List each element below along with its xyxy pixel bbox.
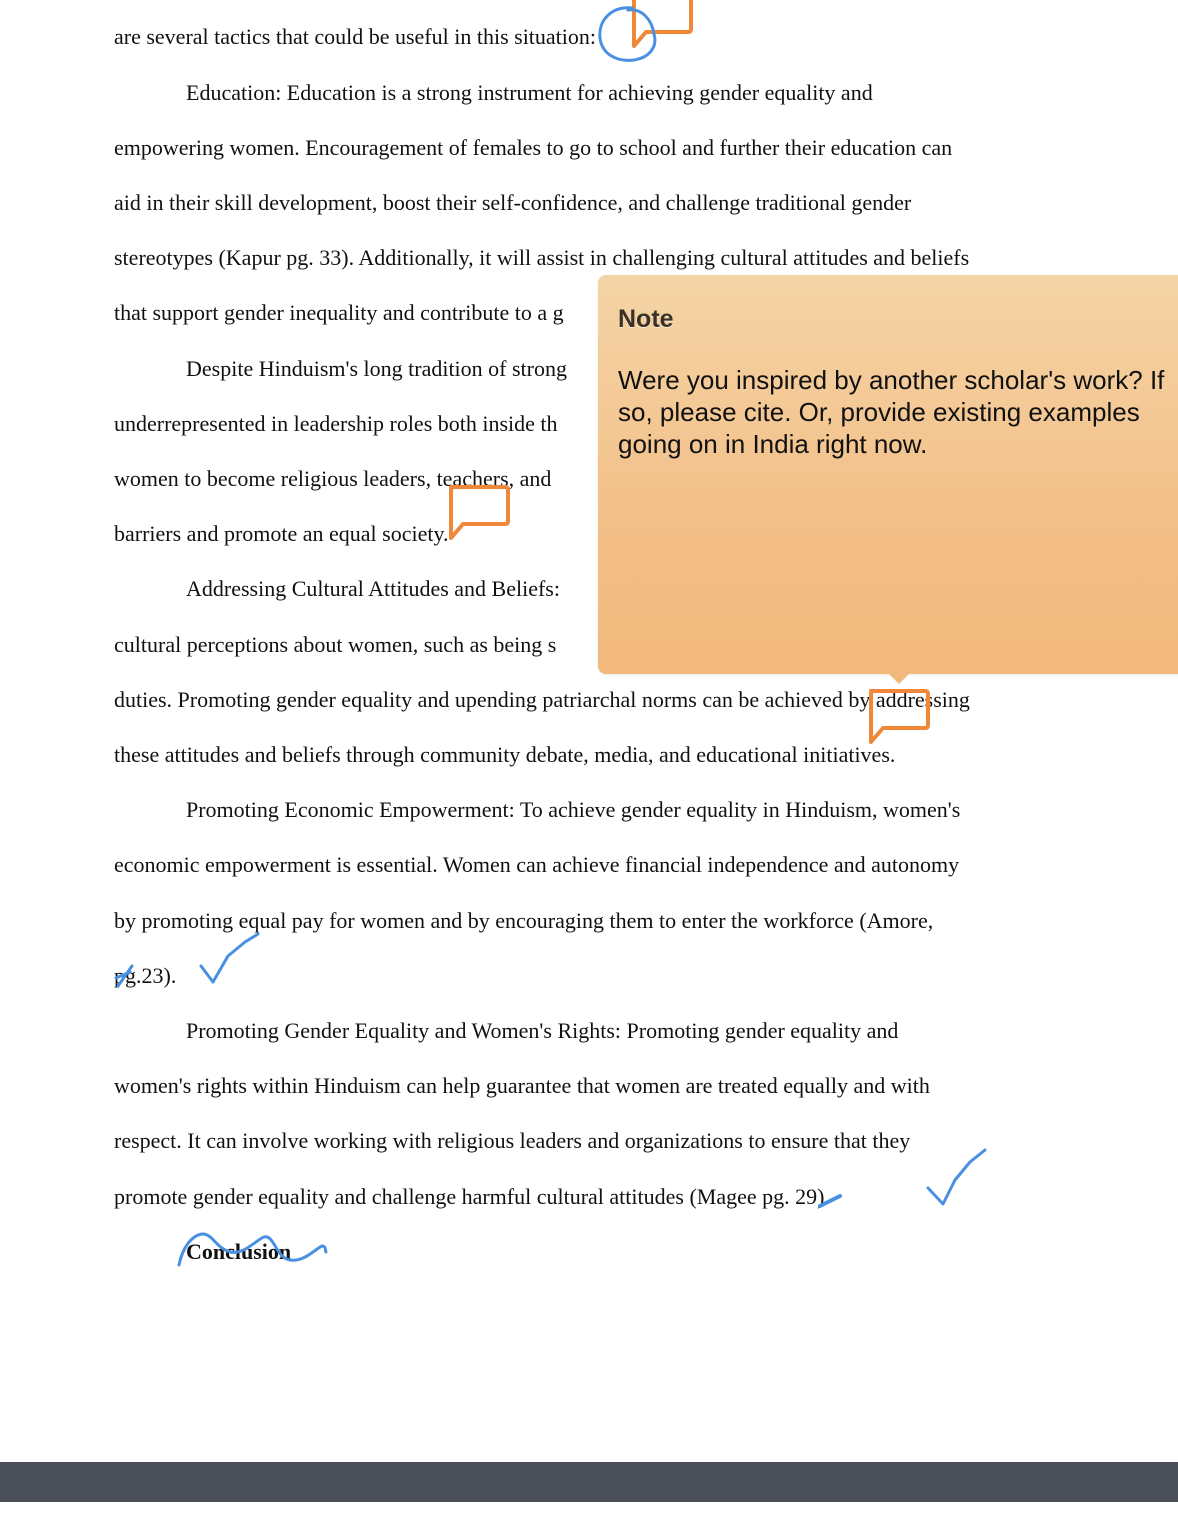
- paragraph-line: respect. It can involve working with religious leaders and organizations to ensure that they: [114, 1128, 911, 1153]
- paragraph-line: are several tactics that could be useful in this situation:: [114, 24, 597, 49]
- paragraph-line: women to become religious leaders, teachers, and: [114, 466, 552, 491]
- paragraph-first-line: Promoting Gender Equality and Women's Rights: Promoting gender equality and: [186, 1018, 899, 1043]
- note-popup-pointer: [889, 674, 909, 684]
- paragraph-line: these attitudes and beliefs through community debate, media, and educational initiatives.: [114, 742, 896, 767]
- paragraph-line: by promoting equal pay for women and by encouraging them to enter the workforce (Amore,: [114, 908, 934, 933]
- paragraph-line: pg.23).: [114, 963, 177, 988]
- paragraph-first-line: Addressing Cultural Attitudes and Beliefs:: [186, 576, 560, 601]
- paragraph-line: stereotypes (Kapur pg. 33). Additionally, it will assist in challenging cultural attitudes and beliefs: [114, 245, 970, 270]
- comment-marker-situation[interactable]: [629, 0, 695, 57]
- comment-bubble-icon: [866, 686, 932, 748]
- paragraph-line: promote gender equality and challenge harmful cultural attitudes (Magee pg. 29).: [114, 1184, 830, 1209]
- paragraph-line: aid in their skill development, boost their self-confidence, and challenge traditional gender: [114, 190, 912, 215]
- note-title: Note: [618, 305, 674, 333]
- section-heading: Conclusion: [186, 1239, 292, 1264]
- paragraph-line: cultural perceptions about women, such as being s: [114, 632, 557, 657]
- paragraph-line: economic empowerment is essential. Women can achieve financial independence and autonomy: [114, 852, 960, 877]
- paragraph-line: duties. Promoting gender equality and upending patriarchal norms can be achieved by addressing: [114, 687, 970, 712]
- comment-marker-society[interactable]: [446, 482, 512, 549]
- paragraph-line: underrepresented in leadership roles both inside th: [114, 411, 558, 436]
- paragraph-first-line: Despite Hinduism's long tradition of strong: [186, 356, 567, 381]
- paragraph-line: women's rights within Hinduism can help guarantee that women are treated equally and with: [114, 1073, 930, 1098]
- comment-marker-achieved[interactable]: [866, 686, 932, 753]
- note-body[interactable]: Were you inspired by another scholar's work? If so, please cite. Or, provide existing examples going on in India right now.: [618, 365, 1165, 459]
- paragraph-line: that support gender inequality and contribute to a g: [114, 300, 564, 325]
- paragraph-first-line: Education: Education is a strong instrument for achieving gender equality and: [186, 80, 873, 105]
- paragraph-line: empowering women. Encouragement of females to go to school and further their education can: [114, 135, 953, 160]
- comment-bubble-icon: [629, 0, 695, 52]
- comment-bubble-icon: [446, 482, 512, 544]
- bottom-toolbar: [0, 1462, 1178, 1502]
- paragraph-first-line: Promoting Economic Empowerment: To achieve gender equality in Hinduism, women's: [186, 797, 961, 822]
- note-popup[interactable]: [598, 275, 1178, 674]
- paragraph-line: barriers and promote an equal society.: [114, 521, 449, 546]
